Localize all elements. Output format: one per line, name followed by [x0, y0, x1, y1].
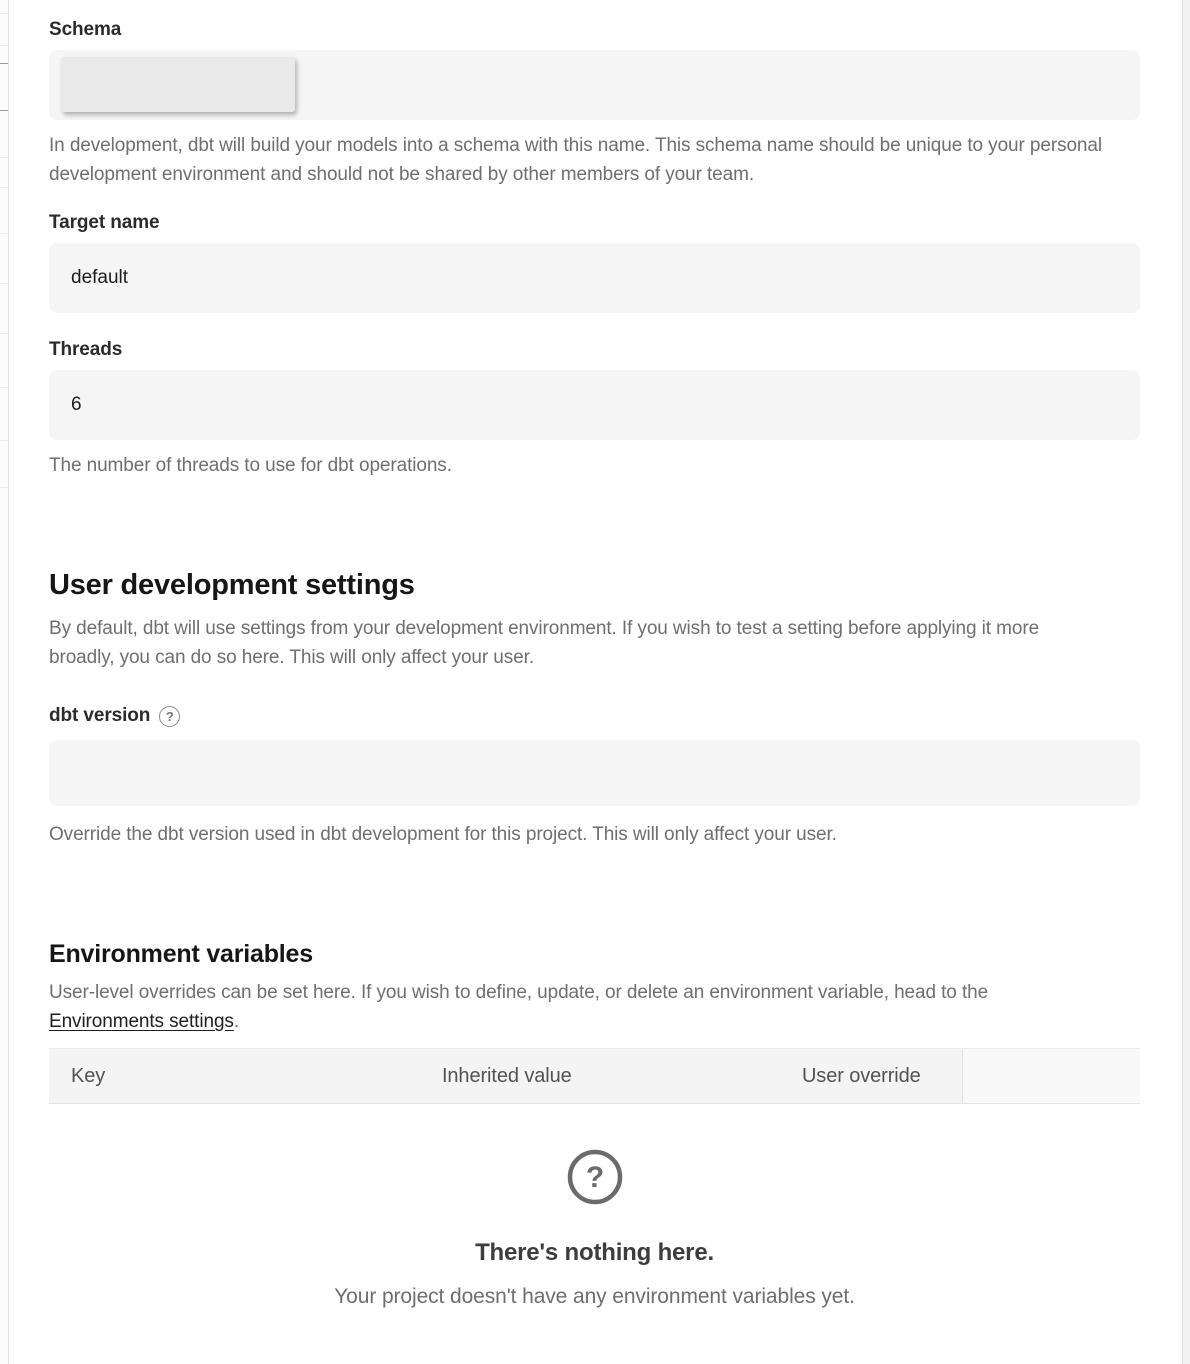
column-header-actions [962, 1049, 1140, 1103]
dbt-version-input[interactable] [49, 740, 1140, 806]
env-description-prefix: User-level overrides can be set here. If you wish to define, update, or delete an environment variable, head to the [49, 982, 989, 1003]
question-circle-icon [567, 1149, 623, 1205]
schema-description: In development, dbt will build your models into a schema with this name. This schema name should be unique to your personal development environment and should not be shared by other members of your team. [49, 135, 1102, 185]
dbt-version-label: dbt version [49, 705, 151, 726]
schema-input[interactable] [49, 50, 1140, 120]
schema-label: Schema [49, 19, 122, 40]
empty-state-title: There's nothing here. [475, 1239, 714, 1266]
environment-variables-heading: Environment variables [49, 940, 313, 968]
column-header-user-override: User override [801, 1064, 921, 1087]
target-name-label: Target name [49, 212, 160, 233]
env-description-suffix: . [233, 1011, 240, 1032]
user-dev-settings-heading: User development settings [49, 569, 415, 601]
panel-divider-line [0, 283, 8, 284]
empty-state-subtitle: Your project doesn't have any environment variables yet. [334, 1285, 855, 1308]
env-vars-table-header [49, 1048, 1140, 1104]
panel-divider-line [0, 110, 8, 111]
help-icon[interactable]: ? [159, 706, 180, 727]
environments-settings-link[interactable]: Environments settings [49, 1011, 234, 1032]
threads-input[interactable] [49, 370, 1140, 440]
panel-divider-line [0, 233, 8, 234]
panel-divider-line [0, 63, 8, 64]
column-header-inherited-value: Inherited value [441, 1064, 572, 1087]
panel-divider-line [0, 487, 8, 488]
panel-divider-line [0, 13, 8, 14]
panel-divider-line [0, 387, 8, 388]
panel-divider-line [0, 333, 8, 334]
panel-divider-line [0, 157, 8, 158]
svg-text:?: ? [585, 1161, 604, 1194]
panel-divider-line [0, 45, 8, 46]
threads-description: The number of threads to use for dbt operations. [49, 455, 452, 476]
adjacent-panel-edge [0, 0, 9, 1364]
target-name-input[interactable] [49, 243, 1140, 313]
dbt-version-description: Override the dbt version used in dbt development for this project. This will only affect your user. [49, 824, 837, 845]
project-credentials-settings [49, 0, 1140, 1311]
environment-variables-description [49, 978, 1105, 1036]
threads-label: Threads [49, 339, 123, 360]
panel-divider-line [0, 440, 8, 441]
column-header-key: Key [71, 1064, 106, 1087]
panel-divider-line [0, 187, 8, 188]
user-dev-settings-description: By default, dbt will use settings from your development environment. If you wish to test a setting before applying it more broadly, you can do so here. This will only affect your user. [49, 618, 1040, 668]
right-panel-edge [1182, 0, 1190, 1364]
dbt-version-label-row [49, 704, 1140, 727]
env-vars-empty-state [49, 1104, 1140, 1311]
schema-loading-skeleton [61, 57, 295, 112]
